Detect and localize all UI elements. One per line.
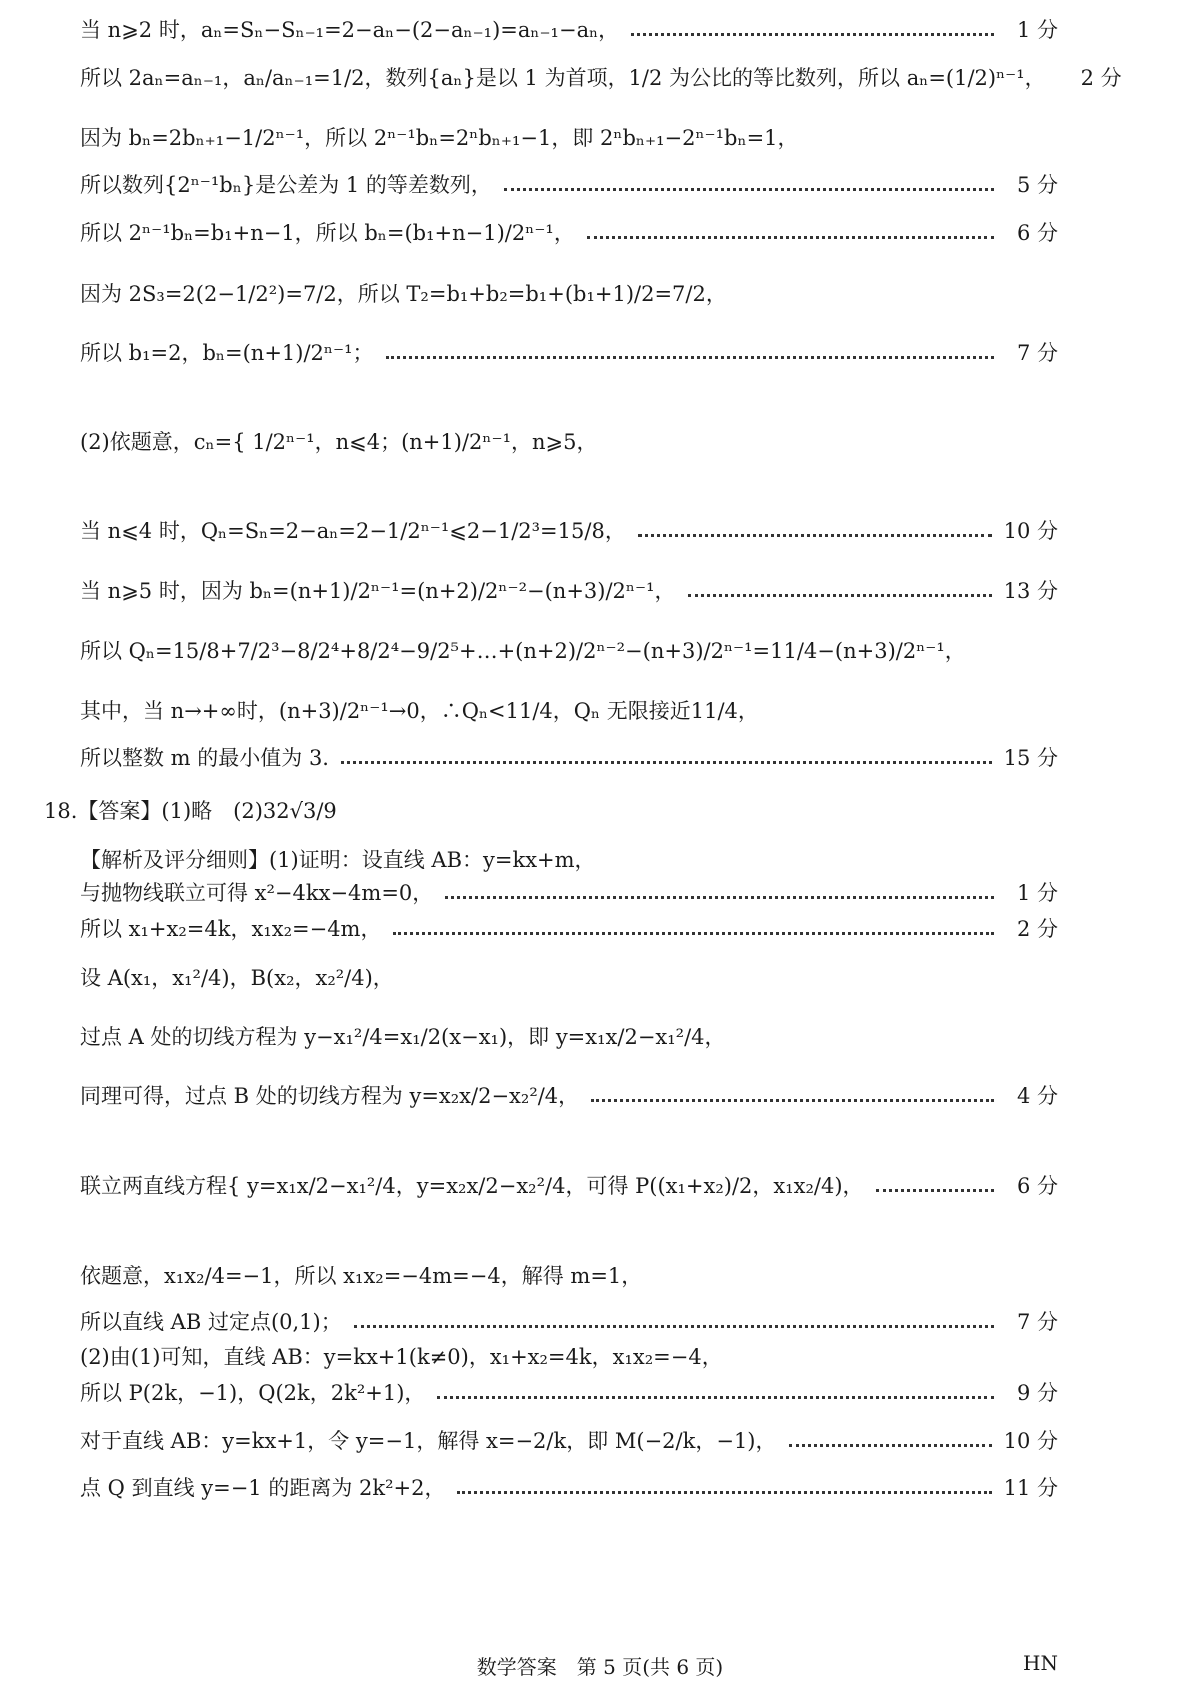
solution-line: 所以 x₁+x₂=4k，x₁x₂=−4m， 2 分 bbox=[80, 917, 1058, 941]
score: 1 分 bbox=[1016, 18, 1058, 42]
leader-dots bbox=[393, 930, 994, 935]
solution-line: 过点 A 处的切线方程为 y−x₁²/4=x₁/2(x−x₁)，即 y=x₁x/2−x₁²/4， bbox=[80, 1025, 726, 1049]
solution-line: 所以 Qₙ=15/8+7/2³−8/2⁴+8/2⁴−9/2⁵+…+(n+2)/2ⁿ⁻²−(n+3)/2ⁿ⁻¹=11/4−(n+3)/2ⁿ⁻¹， bbox=[80, 639, 966, 663]
score: 6 分 bbox=[1016, 221, 1058, 245]
score: 11 分 bbox=[1003, 1476, 1058, 1500]
leader-dots bbox=[457, 1489, 991, 1494]
solution-line: 点 Q 到直线 y=−1 的距离为 2k²+2， 11 分 bbox=[80, 1476, 1058, 1500]
solution-line: 对于直线 AB：y=kx+1，令 y=−1，解得 x=−2/k，即 M(−2/k，−1)， 10 分 bbox=[80, 1429, 1058, 1453]
solution-line: (2)由(1)可知，直线 AB：y=kx+1(k≠0)，x₁+x₂=4k，x₁x₂=−4， bbox=[80, 1345, 723, 1369]
leader-dots bbox=[638, 532, 992, 537]
solution-line: 设 A(x₁，x₁²/4)，B(x₂，x₂²/4)， bbox=[80, 966, 394, 990]
leader-dots bbox=[445, 894, 994, 899]
score: 2 分 bbox=[1080, 66, 1122, 90]
leader-dots bbox=[587, 234, 994, 239]
leader-dots bbox=[591, 1097, 994, 1102]
score: 6 分 bbox=[1016, 1174, 1058, 1198]
score: 10 分 bbox=[1003, 1429, 1058, 1453]
solution-line: 所以 b₁=2，bₙ=(n+1)/2ⁿ⁻¹； 7 分 bbox=[80, 341, 1058, 365]
score: 15 分 bbox=[1003, 746, 1058, 770]
solution-line: 因为 2S₃=2(2−1/2²)=7/2，所以 T₂=b₁+b₂=b₁+(b₁+1)/2=7/2， bbox=[80, 282, 727, 306]
leader-dots bbox=[789, 1442, 992, 1447]
score: 13 分 bbox=[1003, 579, 1058, 603]
score: 2 分 bbox=[1016, 917, 1058, 941]
leader-dots bbox=[876, 1187, 994, 1192]
solution-line: 同理可得，过点 B 处的切线方程为 y=x₂x/2−x₂²/4， 4 分 bbox=[80, 1084, 1058, 1108]
solution-line: 当 n⩾5 时，因为 bₙ=(n+1)/2ⁿ⁻¹=(n+2)/2ⁿ⁻²−(n+3)/2ⁿ⁻¹， 13 分 bbox=[80, 579, 1058, 603]
leader-dots bbox=[437, 1394, 994, 1399]
score: 5 分 bbox=[1016, 173, 1058, 197]
region-code: HN bbox=[1023, 1651, 1058, 1675]
score: 1 分 bbox=[1016, 881, 1058, 905]
leader-dots bbox=[354, 1323, 994, 1328]
solution-line: 所以整数 m 的最小值为 3. 15 分 bbox=[80, 746, 1058, 770]
leader-dots bbox=[631, 31, 994, 36]
solution-line: 当 n⩾2 时，aₙ=Sₙ−Sₙ₋₁=2−aₙ−(2−aₙ₋₁)=aₙ₋₁−aₙ， 1 分 bbox=[80, 18, 1058, 42]
solution-line: 所以 2ⁿ⁻¹bₙ=b₁+n−1，所以 bₙ=(b₁+n−1)/2ⁿ⁻¹， 6 分 bbox=[80, 221, 1058, 245]
solution-line: 与抛物线联立可得 x²−4kx−4m=0， 1 分 bbox=[80, 881, 1058, 905]
score: 10 分 bbox=[1003, 519, 1058, 543]
question-18-answer: 18.【答案】(1)略 (2)32√3/9 bbox=[44, 799, 337, 823]
leader-dots bbox=[341, 759, 992, 764]
solution-line: 所以数列{2ⁿ⁻¹bₙ}是公差为 1 的等差数列， 5 分 bbox=[80, 173, 1058, 197]
solution-line: 当 n⩽4 时，Qₙ=Sₙ=2−aₙ=2−1/2ⁿ⁻¹⩽2−1/2³=15/8， 10 分 bbox=[80, 519, 1058, 543]
solution-line: (2)依题意，cₙ={ 1/2ⁿ⁻¹，n⩽4；(n+1)/2ⁿ⁻¹，n⩾5， bbox=[80, 430, 598, 454]
solution-line: 因为 bₙ=2bₙ₊₁−1/2ⁿ⁻¹，所以 2ⁿ⁻¹bₙ=2ⁿbₙ₊₁−1，即 2ⁿbₙ₊₁−2ⁿ⁻¹bₙ=1， bbox=[80, 126, 799, 150]
leader-dots bbox=[504, 186, 994, 191]
score: 9 分 bbox=[1016, 1381, 1058, 1405]
solution-line: 依题意，x₁x₂/4=−1，所以 x₁x₂=−4m=−4，解得 m=1， bbox=[80, 1264, 643, 1288]
leader-dots bbox=[386, 354, 994, 359]
score: 7 分 bbox=[1016, 1310, 1058, 1334]
solution-line: 所以 2aₙ=aₙ₋₁，aₙ/aₙ₋₁=1/2，数列{aₙ}是以 1 为首项，1/2 为公比的等比数列，所以 aₙ=(1/2)ⁿ⁻¹， 2 分 bbox=[80, 66, 1122, 90]
score: 4 分 bbox=[1016, 1084, 1058, 1108]
solution-line: 【解析及评分细则】(1)证明：设直线 AB：y=kx+m， bbox=[80, 848, 596, 872]
leader-dots bbox=[688, 592, 992, 597]
solution-line: 所以直线 AB 过定点(0,1)； 7 分 bbox=[80, 1310, 1058, 1334]
solution-line: 所以 P(2k，−1)，Q(2k，2k²+1)， 9 分 bbox=[80, 1381, 1058, 1405]
solution-line: 联立两直线方程{ y=x₁x/2−x₁²/4，y=x₂x/2−x₂²/4，可得 P((x₁+x₂)/2，x₁x₂/4)， 6 分 bbox=[80, 1174, 1058, 1198]
score: 7 分 bbox=[1016, 341, 1058, 365]
page-footer: 数学答案 第 5 页(共 6 页) bbox=[476, 1655, 724, 1679]
solution-line: 其中，当 n→+∞时，(n+3)/2ⁿ⁻¹→0，∴Qₙ<11/4，Qₙ 无限接近11/4， bbox=[80, 699, 759, 723]
